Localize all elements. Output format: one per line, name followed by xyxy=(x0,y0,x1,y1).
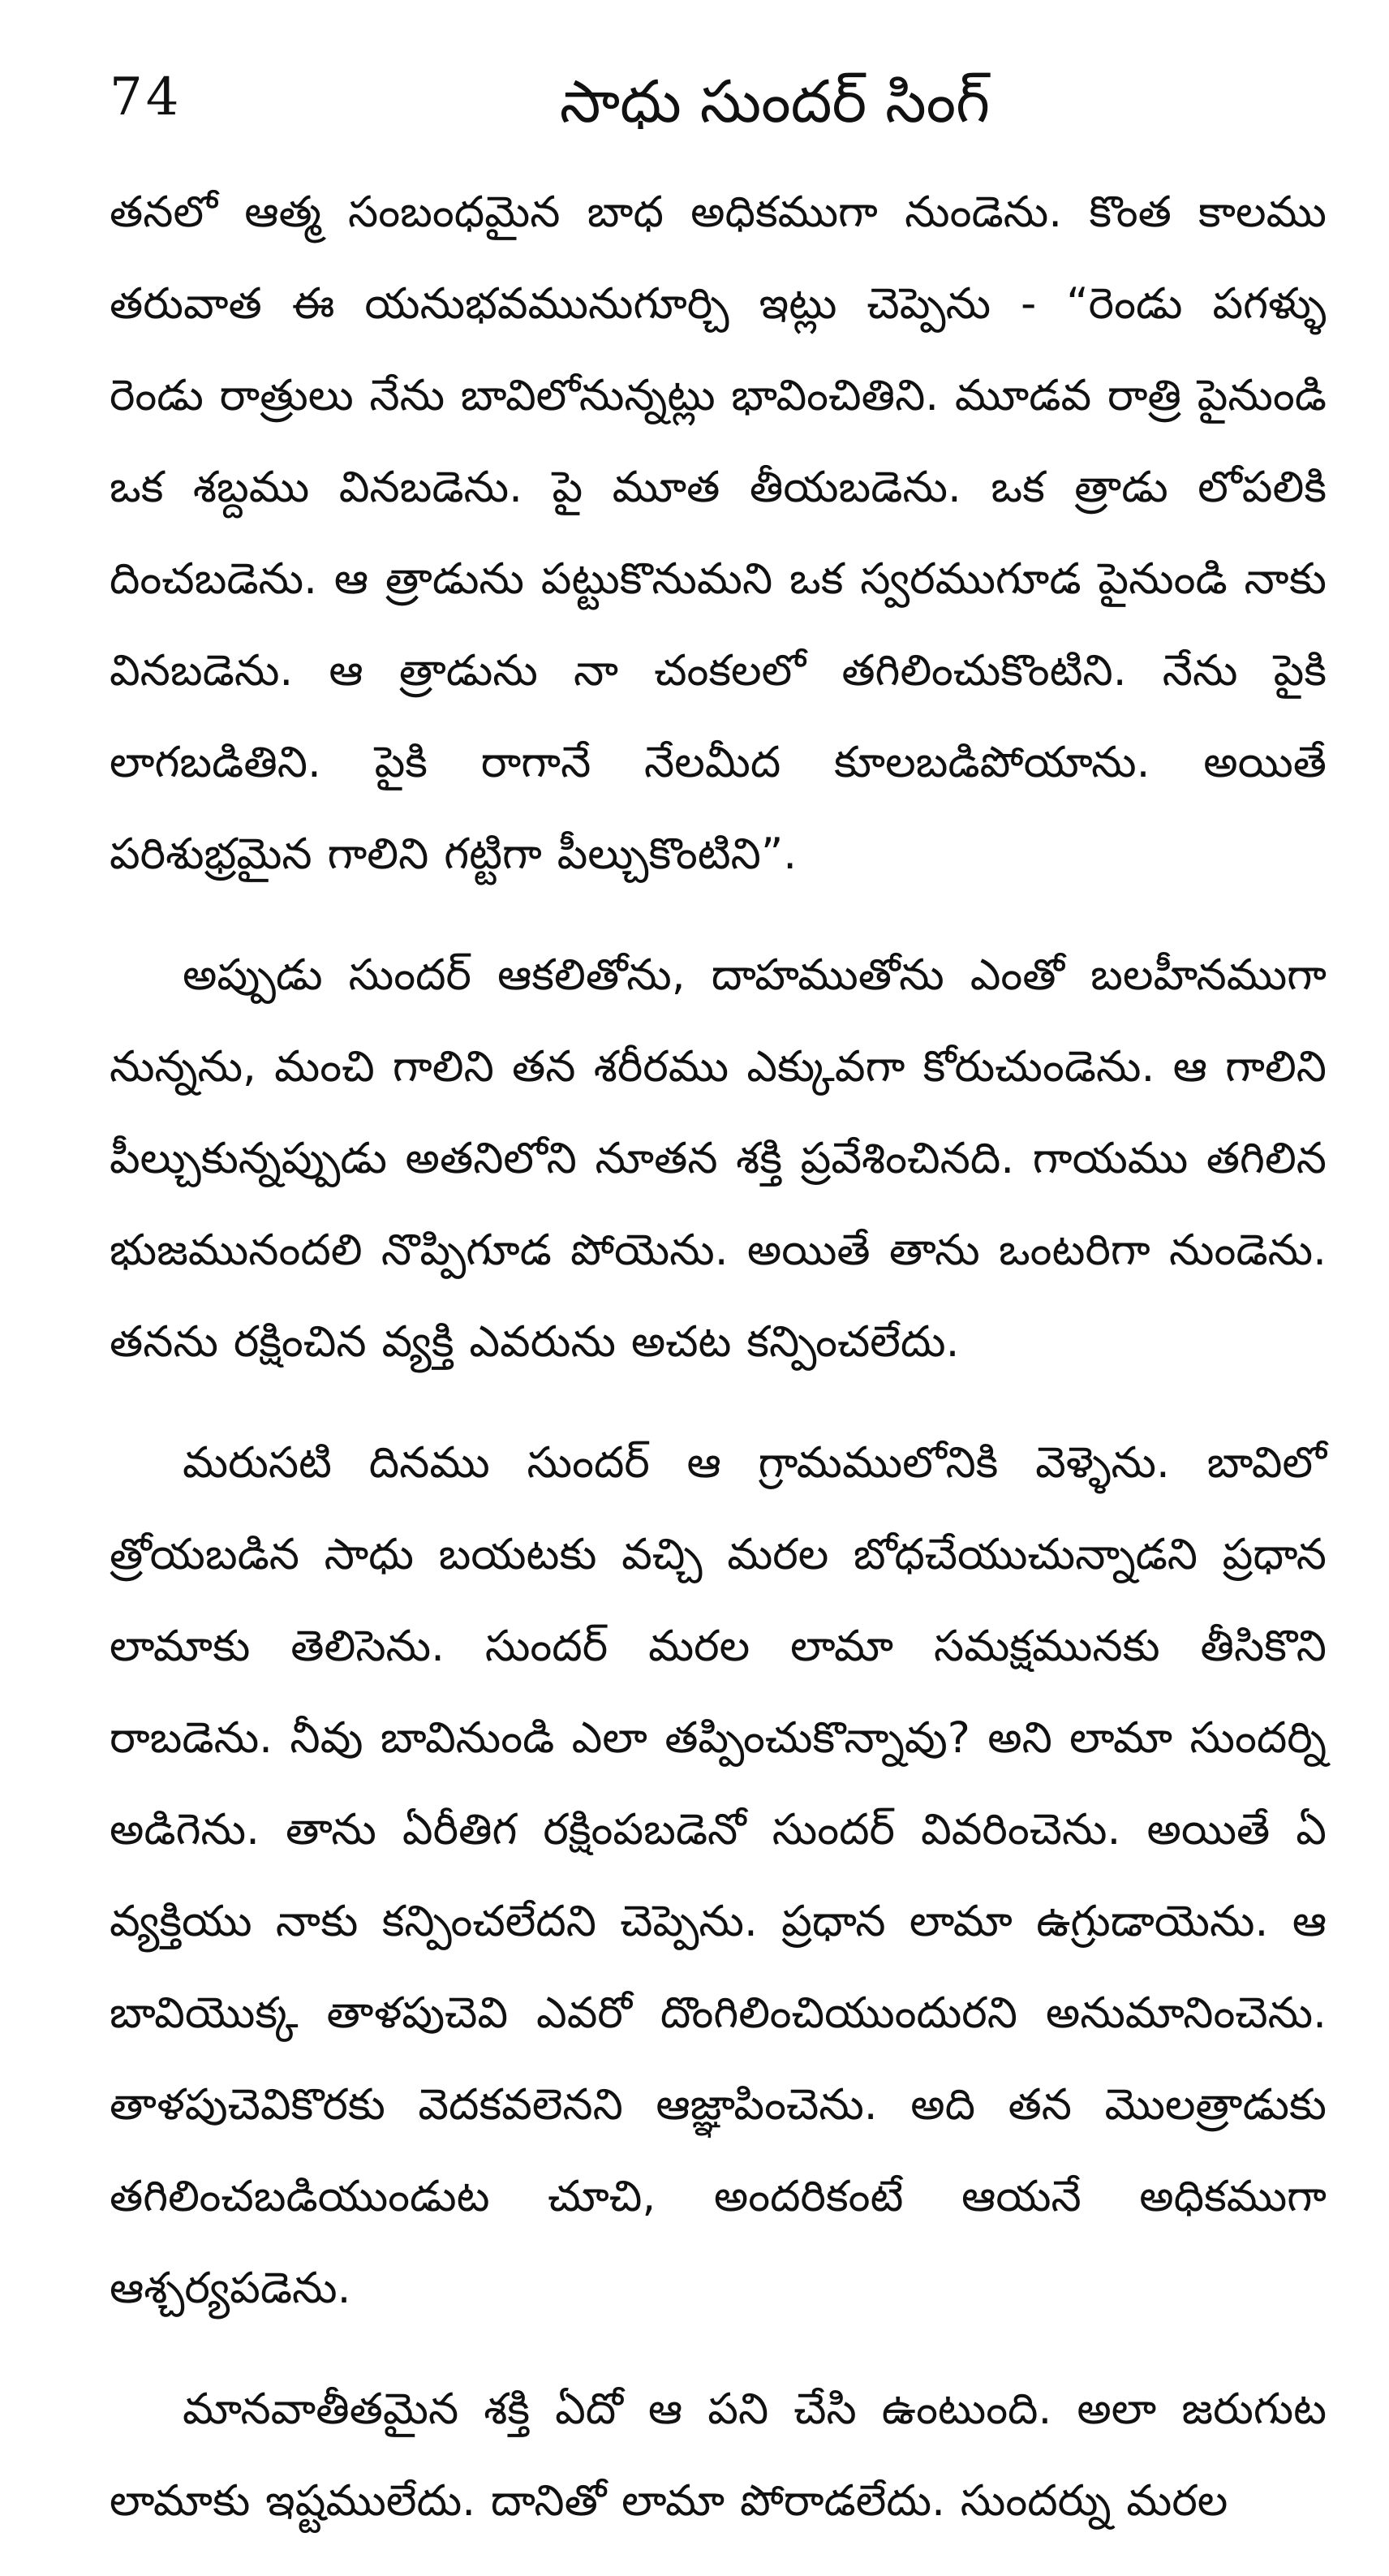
running-title: సాధు సుందర్ సింగ్ xyxy=(559,67,991,136)
page-number: 74 xyxy=(110,67,183,127)
paragraph-2: అప్పుడు సుందర్ ఆకలితోను, దాహముతోను ఎంతో బలహీనముగా నున్నను, మంచి గాలిని తన శరీరము ఎక్కువగా కోరుచుండెను. ఆ గాలిని పీల్చుకున్నప్పుడు అతనిలోని నూతన శక్తి ప్రవేశించినది. గాయము తగిలిన భుజమునందలి నొప్పిగూడ పోయెను. అయితే తాను ఒంటరిగా నుండెను. తనను రక్షించిన వ్యక్తి ఎవరును అచట కన్పించలేదు. xyxy=(110,950,1327,1367)
paragraph-3: మరుసటి దినము సుందర్ ఆ గ్రామములోనికి వెళ్ళెను. బావిలో త్రోయబడిన సాధు బయటకు వచ్చి మరల బోధచేయుచున్నాడని ప్రధాన లామాకు తెలిసెను. సుందర్ మరల లామా సమక్షమునకు తీసికొని రాబడెను. నీవు బావినుండి ఎలా తప్పించుకొన్నావు? అని లామా సుందర్ని అడిగెను. తాను ఏరీతిగ రక్షింపబడెనో సుందర్ వివరించెను. అయితే ఏ వ్యక్తియు నాకు కన్పించలేదని చెప్పెను. ప్రధాన లామా ఉగ్రుడాయెను. ఆ బావియొక్క తాళపుచెవి ఎవరో దొంగిలించియుందురని అనుమానించెను. తాళపుచెవికొరకు వెదకవలెనని ఆజ్ఞాపించెను. అది తన మొలత్రాడుకు తగిలించబడియుండుట చూచి, అందరికంటే ఆయనే అధికముగా ఆశ్చర్యపడెను. xyxy=(110,1438,1327,2313)
body-text xyxy=(110,166,1327,2576)
paragraph-4: మానవాతీతమైన శక్తి ఏదో ఆ పని చేసి ఉంటుంది. అలా జరుగుట లామాకు ఇష్టములేదు. దానితో లామా పోరాడలేదు. సుందర్ను మరల xyxy=(110,2384,1327,2526)
page-header xyxy=(110,57,1318,154)
paragraph-1: తనలో ఆత్మ సంబంధమైన బాధ అధికముగా నుండెను. కొంత కాలము తరువాత ఈ యనుభవమునుగూర్చి ఇట్లు చెప్పెను - “రెండు పగళ్ళు రెండు రాత్రులు నేను బావిలోనున్నట్లు భావించితిని. మూడవ రాత్రి పైనుండి ఒక శబ్దము వినబడెను. పై మూత తీయబడెను. ఒక త్రాడు లోపలికి దించబడెను. ఆ త్రాడును పట్టుకొనుమని ఒక స్వరముగూడ పైనుండి నాకు వినబడెను. ఆ త్రాడును నా చంకలలో తగిలించుకొంటిని. నేను పైకి లాగబడితిని. పైకి రాగానే నేలమీద కూలబడిపోయాను. అయితే పరిశుభ్రమైన గాలిని గట్టిగా పీల్చుకొంటిని”. xyxy=(110,187,1327,879)
